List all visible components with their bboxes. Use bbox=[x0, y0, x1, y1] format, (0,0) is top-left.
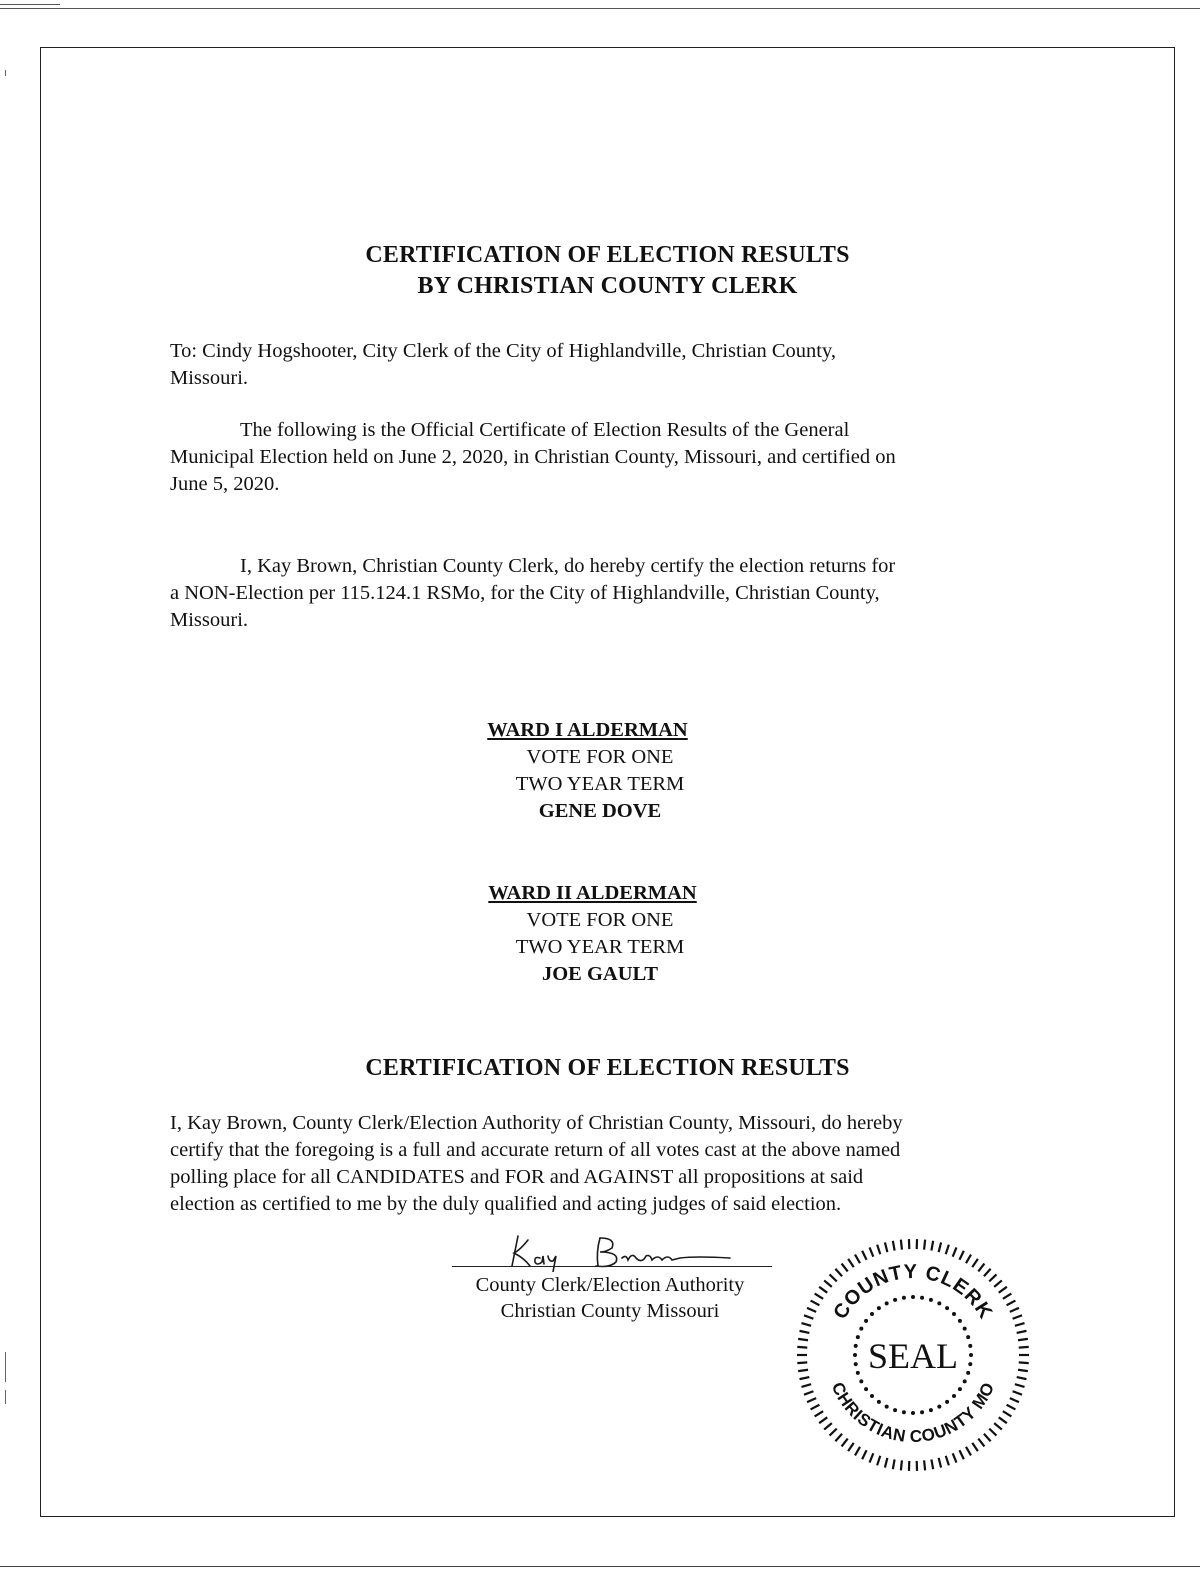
seal-dot bbox=[911, 1295, 915, 1299]
race-winner: GENE DOVE bbox=[538, 800, 662, 822]
seal-dot bbox=[877, 1400, 881, 1404]
seal-tick bbox=[807, 1308, 816, 1312]
document-title-line1: CERTIFICATION OF ELECTION RESULTS bbox=[365, 242, 850, 268]
race-block-ward-1 bbox=[400, 717, 800, 825]
seal-dot bbox=[859, 1327, 863, 1331]
seal-tick bbox=[972, 1259, 978, 1267]
cert-line2: certify that the foregoing is a full and accurate return of all votes cast at the above named bbox=[170, 1139, 901, 1161]
seal-tick bbox=[819, 1417, 827, 1423]
seal-dot bbox=[853, 1353, 857, 1357]
seal-dot bbox=[870, 1394, 874, 1398]
para1-line3: June 5, 2020. bbox=[170, 473, 280, 495]
signature-line bbox=[452, 1266, 772, 1267]
left-margin-mark-2 bbox=[5, 1352, 6, 1382]
para1-line1: The following is the Official Certificate of Election Results of the General bbox=[240, 419, 850, 441]
seal-dot bbox=[958, 1319, 962, 1323]
seal-tick bbox=[797, 1362, 807, 1363]
seal-tick bbox=[885, 1458, 887, 1468]
seal-tick bbox=[946, 1245, 949, 1255]
seal-tick bbox=[1017, 1331, 1027, 1333]
seal-dot bbox=[968, 1362, 972, 1366]
seal-tick bbox=[1003, 1294, 1011, 1299]
seal-tick bbox=[989, 1274, 996, 1281]
seal-center-text: SEAL bbox=[868, 1336, 958, 1376]
seal-tick bbox=[811, 1301, 820, 1306]
seal-dot bbox=[885, 1301, 889, 1305]
seal-tick bbox=[830, 1274, 837, 1281]
seal-dot bbox=[902, 1296, 906, 1300]
seal-tick bbox=[804, 1391, 813, 1394]
seal-tick bbox=[835, 1269, 842, 1276]
seal-tick bbox=[885, 1242, 887, 1252]
seal-tick bbox=[924, 1460, 925, 1470]
seal-tick bbox=[1018, 1339, 1028, 1340]
seal-tick bbox=[848, 1259, 854, 1267]
seal-tick bbox=[811, 1405, 820, 1410]
seal-tick bbox=[1019, 1362, 1029, 1363]
seal-dot bbox=[952, 1394, 956, 1398]
signature-title bbox=[440, 1272, 780, 1324]
seal-tick bbox=[953, 1453, 957, 1462]
seal-tick bbox=[870, 1247, 874, 1256]
seal-tick bbox=[931, 1241, 933, 1251]
seal-tick bbox=[1015, 1323, 1025, 1326]
seal-tick bbox=[1003, 1411, 1011, 1416]
seal-dot bbox=[854, 1344, 858, 1348]
seal-tick bbox=[966, 1255, 971, 1264]
seal-dot bbox=[929, 1408, 933, 1412]
seal-tick bbox=[939, 1458, 941, 1468]
seal-dot bbox=[877, 1306, 881, 1310]
seal-tick bbox=[807, 1398, 816, 1402]
race-term: TWO YEAR TERM bbox=[515, 936, 685, 958]
seal-tick bbox=[824, 1423, 832, 1429]
race-heading: WARD I ALDERMAN bbox=[487, 719, 688, 741]
seal-dot bbox=[945, 1400, 949, 1404]
seal-tick bbox=[855, 1255, 860, 1264]
seal-tick bbox=[835, 1434, 842, 1441]
seal-dot bbox=[893, 1298, 897, 1302]
seal-tick bbox=[959, 1251, 963, 1260]
seal-tick bbox=[1013, 1315, 1022, 1318]
seal-tick bbox=[1010, 1308, 1019, 1312]
addressee bbox=[170, 338, 1020, 392]
seal-dot bbox=[963, 1379, 967, 1383]
seal-tick bbox=[972, 1443, 978, 1451]
seal-dot bbox=[856, 1371, 860, 1375]
seal-tick bbox=[862, 1450, 866, 1459]
certification-title: CERTIFICATION OF ELECTION RESULTS bbox=[365, 1055, 850, 1081]
seal-tick bbox=[999, 1287, 1007, 1293]
seal-tick bbox=[939, 1242, 941, 1252]
seal-tick bbox=[801, 1323, 811, 1326]
seal-tick bbox=[966, 1447, 971, 1456]
seal-tick bbox=[1010, 1398, 1019, 1402]
seal-dot bbox=[968, 1344, 972, 1348]
seal-dot bbox=[859, 1379, 863, 1383]
document-title-line2: BY CHRISTIAN COUNTY CLERK bbox=[417, 273, 798, 299]
certification-paragraph bbox=[170, 1110, 1030, 1218]
seal-tick bbox=[815, 1294, 823, 1299]
seal-tick bbox=[901, 1460, 902, 1470]
seal-tick bbox=[959, 1450, 963, 1459]
seal-tick bbox=[800, 1331, 810, 1333]
seal-tick bbox=[798, 1339, 808, 1340]
seal-dot bbox=[920, 1296, 924, 1300]
svg-text:COUNTY CLERK bbox=[829, 1261, 996, 1323]
seal-bottom-text: CHRISTIAN COUNTY MO bbox=[827, 1379, 999, 1447]
seal-tick bbox=[797, 1347, 807, 1348]
seal-tick bbox=[798, 1370, 808, 1371]
race-vote-for: VOTE FOR ONE bbox=[526, 909, 674, 931]
seal-tick bbox=[946, 1456, 949, 1466]
cert-line4: election as certified to me by the duly qualified and acting judges of said election. bbox=[170, 1193, 842, 1215]
seal-tick bbox=[815, 1411, 823, 1416]
seal-tick bbox=[848, 1443, 854, 1451]
seal-tick bbox=[1007, 1301, 1016, 1306]
para2-line3: Missouri. bbox=[170, 609, 249, 631]
seal-dot bbox=[856, 1335, 860, 1339]
seal-tick bbox=[877, 1456, 880, 1466]
seal-tick bbox=[924, 1240, 925, 1250]
race-heading: WARD II ALDERMAN bbox=[488, 882, 697, 904]
seal-tick bbox=[994, 1423, 1002, 1429]
race-block-ward-2 bbox=[400, 880, 800, 988]
seal-tick bbox=[1017, 1377, 1027, 1379]
race-winner: JOE GAULT bbox=[541, 963, 658, 985]
seal-tick bbox=[830, 1429, 837, 1436]
seal-dot bbox=[902, 1410, 906, 1414]
bottom-scan-line bbox=[0, 1566, 1200, 1567]
left-margin-mark bbox=[5, 70, 6, 76]
top-scan-mark bbox=[0, 4, 60, 5]
addressee-line2: Missouri. bbox=[170, 367, 249, 389]
seal-tick bbox=[984, 1269, 991, 1276]
seal-dot bbox=[864, 1319, 868, 1323]
paragraph-non-election bbox=[170, 553, 1020, 634]
seal-tick bbox=[824, 1280, 832, 1286]
seal-tick bbox=[1019, 1347, 1029, 1348]
seal-dot bbox=[911, 1411, 915, 1415]
seal-tick bbox=[804, 1315, 813, 1318]
seal-tick bbox=[994, 1280, 1002, 1286]
seal-tick bbox=[1015, 1384, 1025, 1387]
seal-tick bbox=[999, 1417, 1007, 1423]
seal-dot bbox=[864, 1387, 868, 1391]
seal-tick bbox=[931, 1459, 933, 1469]
seal-tick bbox=[1018, 1370, 1028, 1371]
seal-dot bbox=[893, 1408, 897, 1412]
seal-dot bbox=[937, 1301, 941, 1305]
cert-line3: polling place for all CANDIDATES and FOR and AGAINST all propositions at said bbox=[170, 1166, 864, 1188]
seal-tick bbox=[842, 1264, 848, 1272]
seal-tick bbox=[801, 1384, 811, 1387]
para2-line1: I, Kay Brown, Christian County Clerk, do hereby certify the election returns for bbox=[240, 555, 896, 577]
county-clerk-seal bbox=[796, 1238, 1030, 1472]
seal-tick bbox=[984, 1434, 991, 1441]
seal-tick bbox=[893, 1241, 895, 1251]
seal-dot bbox=[854, 1362, 858, 1366]
seal-tick bbox=[855, 1447, 860, 1456]
seal-top-text: COUNTY CLERK bbox=[829, 1260, 997, 1324]
left-margin-mark-3 bbox=[5, 1390, 6, 1404]
seal-tick bbox=[953, 1247, 957, 1256]
seal-tick bbox=[870, 1453, 874, 1462]
seal-graphic bbox=[796, 1238, 1030, 1472]
seal-dot bbox=[966, 1371, 970, 1375]
addressee-line1: To: Cindy Hogshooter, City Clerk of the City of Highlandville, Christian County, bbox=[170, 340, 837, 362]
seal-tick bbox=[901, 1240, 902, 1250]
seal-dot bbox=[966, 1335, 970, 1339]
seal-tick bbox=[1007, 1405, 1016, 1410]
seal-tick bbox=[862, 1251, 866, 1260]
seal-dot bbox=[885, 1405, 889, 1409]
cert-line1: I, Kay Brown, County Clerk/Election Authority of Christian County, Missouri, do hereby bbox=[170, 1112, 903, 1134]
seal-tick bbox=[819, 1287, 827, 1293]
seal-tick bbox=[978, 1264, 984, 1272]
seal-dot bbox=[963, 1327, 967, 1331]
seal-tick bbox=[893, 1459, 895, 1469]
top-scan-line bbox=[0, 8, 1200, 9]
para1-line2: Municipal Election held on June 2, 2020, in Christian County, Missouri, and certified on bbox=[170, 446, 896, 468]
signature-title-line2: Christian County Missouri bbox=[500, 1300, 720, 1322]
seal-dot bbox=[929, 1298, 933, 1302]
seal-dot bbox=[958, 1387, 962, 1391]
seal-dot bbox=[952, 1312, 956, 1316]
seal-dot bbox=[920, 1410, 924, 1414]
signature-title-line1: County Clerk/Election Authority bbox=[475, 1274, 745, 1296]
seal-tick bbox=[877, 1245, 880, 1255]
seal-tick bbox=[978, 1439, 984, 1447]
seal-dot bbox=[937, 1405, 941, 1409]
seal-tick bbox=[1013, 1391, 1022, 1394]
seal-tick bbox=[800, 1377, 810, 1379]
race-vote-for: VOTE FOR ONE bbox=[526, 746, 674, 768]
seal-dot bbox=[945, 1306, 949, 1310]
race-term: TWO YEAR TERM bbox=[515, 773, 685, 795]
paragraph-official-certificate bbox=[170, 417, 1020, 498]
seal-tick bbox=[842, 1439, 848, 1447]
seal-tick bbox=[989, 1429, 996, 1436]
para2-line2: a NON-Election per 115.124.1 RSMo, for the City of Highlandville, Christian County, bbox=[170, 582, 880, 604]
seal-dot bbox=[969, 1353, 973, 1357]
seal-dot bbox=[870, 1312, 874, 1316]
